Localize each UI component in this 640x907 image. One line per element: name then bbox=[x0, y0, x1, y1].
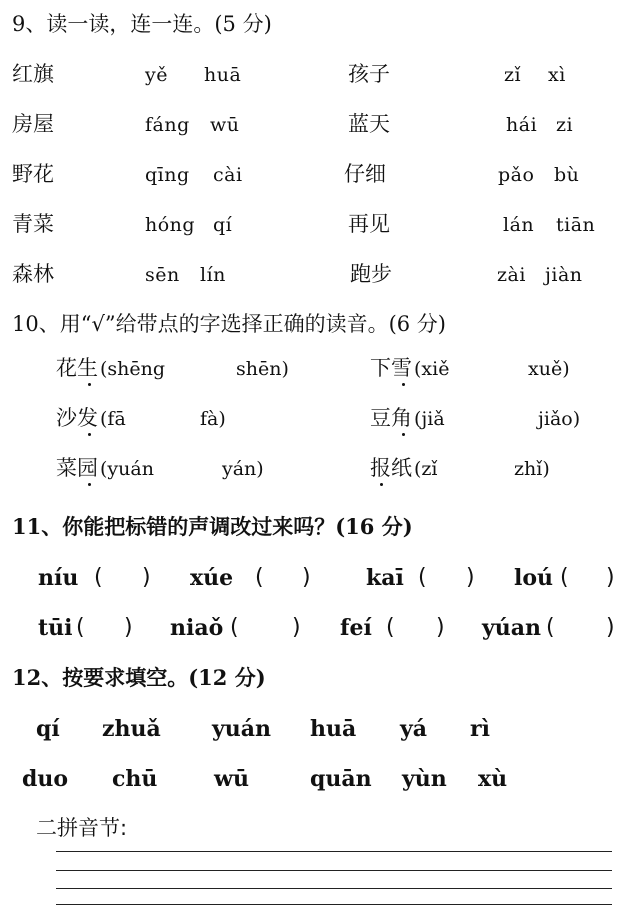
q9-right-pinyin-syllable: bù bbox=[554, 164, 580, 186]
q10-option: (zǐ bbox=[414, 458, 438, 480]
answer-paren-open: ( bbox=[418, 565, 427, 590]
q9-right-pinyin-syllable: jiàn bbox=[545, 264, 583, 286]
q12-syllable: duo bbox=[22, 766, 69, 792]
q9-left-pinyin-syllable: yě bbox=[145, 64, 168, 86]
emphasis-dot-icon bbox=[380, 483, 383, 486]
answer-paren-close: ) bbox=[124, 615, 133, 640]
q9-right-word: 跑步 bbox=[350, 262, 392, 286]
q12-syllable: zhuǎ bbox=[102, 716, 161, 742]
q9-left-pinyin-syllable: qīng bbox=[145, 164, 190, 186]
answer-paren-open: ( bbox=[76, 615, 85, 640]
answer-paren-close: ) bbox=[142, 565, 151, 590]
q10-word: 报纸 bbox=[370, 456, 412, 480]
q9-left-word: 红旗 bbox=[12, 62, 54, 86]
q9-right-pinyin-syllable: tiān bbox=[556, 214, 596, 236]
q10-option: (xiě bbox=[414, 358, 450, 380]
q12-heading: 12、按要求填空。(12 分) bbox=[12, 665, 266, 690]
q12-syllable: chū bbox=[112, 766, 158, 792]
q9-left-word: 青菜 bbox=[12, 212, 54, 236]
answer-paren-open: ( bbox=[230, 615, 239, 640]
emphasis-dot-icon bbox=[88, 433, 91, 436]
q10-word: 下雪 bbox=[370, 356, 412, 380]
q11-syllable: kaī bbox=[366, 565, 404, 591]
q9-left-word: 野花 bbox=[12, 162, 54, 186]
q9-right-pinyin-syllable: xì bbox=[548, 64, 566, 86]
q9-left-pinyin-syllable: wū bbox=[210, 114, 240, 136]
q9-right-pinyin-syllable: hái bbox=[506, 114, 538, 136]
q12-syllable: wū bbox=[214, 766, 249, 792]
q10-option: (jiǎ bbox=[414, 408, 445, 430]
answer-paren-close: ) bbox=[466, 565, 475, 590]
q10-word: 菜园 bbox=[56, 456, 98, 480]
q9-left-pinyin-syllable: huā bbox=[204, 64, 242, 86]
q12-syllable: xù bbox=[478, 766, 508, 792]
answer-paren-close: ) bbox=[302, 565, 311, 590]
q10-word: 沙发 bbox=[56, 406, 98, 430]
q9-right-pinyin-syllable: lán bbox=[503, 214, 535, 236]
q11-syllable: tūi bbox=[38, 615, 73, 641]
answer-paren-close: ) bbox=[606, 615, 615, 640]
q10-option: (shēng bbox=[100, 358, 166, 380]
q9-right-pinyin-syllable: zǐ bbox=[504, 64, 522, 86]
answer-line[interactable] bbox=[56, 851, 612, 852]
q9-left-pinyin-syllable: hóng bbox=[145, 214, 196, 236]
q11-syllable: xúe bbox=[190, 565, 234, 591]
emphasis-dot-icon bbox=[402, 383, 405, 386]
q9-left-pinyin-syllable: fáng bbox=[145, 114, 190, 136]
q10-word: 豆角 bbox=[370, 406, 412, 430]
q10-option: (yuán bbox=[100, 458, 154, 480]
q9-right-word: 孩子 bbox=[348, 62, 390, 86]
answer-paren-close: ) bbox=[292, 615, 301, 640]
q12-syllable: huā bbox=[310, 716, 357, 742]
q9-left-pinyin-syllable: qí bbox=[213, 214, 233, 236]
answer-paren-close: ) bbox=[606, 565, 615, 590]
answer-paren-open: ( bbox=[94, 565, 103, 590]
q10-option: jiǎo) bbox=[538, 408, 581, 430]
q11-syllable: feí bbox=[340, 615, 372, 641]
q10-word: 花生 bbox=[56, 356, 98, 380]
q11-heading: 11、你能把标错的声调改过来吗？(16 分) bbox=[12, 514, 413, 539]
answer-paren-open: ( bbox=[546, 615, 555, 640]
answer-paren-open: ( bbox=[560, 565, 569, 590]
q9-right-word: 仔细 bbox=[344, 162, 386, 186]
q10-option: shēn) bbox=[236, 358, 289, 380]
q12-syllable: rì bbox=[470, 716, 490, 742]
answer-paren-open: ( bbox=[255, 565, 264, 590]
q12-syllable: yùn bbox=[402, 766, 447, 792]
q10-option: yán) bbox=[222, 458, 264, 480]
q11-syllable: níu bbox=[38, 565, 79, 591]
answer-line[interactable] bbox=[56, 870, 612, 871]
q10-option: zhǐ) bbox=[514, 458, 550, 480]
emphasis-dot-icon bbox=[88, 483, 91, 486]
q12-subheading: 二拼音节: bbox=[36, 816, 128, 840]
answer-paren-open: ( bbox=[386, 615, 395, 640]
q9-right-word: 再见 bbox=[348, 212, 390, 236]
q12-syllable: yuán bbox=[212, 716, 272, 742]
q9-right-pinyin-syllable: zi bbox=[556, 114, 574, 136]
q9-right-word: 蓝天 bbox=[348, 112, 390, 136]
q11-syllable: niaǒ bbox=[170, 615, 224, 641]
q9-right-pinyin-syllable: pǎo bbox=[498, 164, 535, 186]
q11-syllable: loú bbox=[514, 565, 554, 591]
q9-left-pinyin-syllable: cài bbox=[213, 164, 243, 186]
q10-heading: 10、用“√”给带点的字选择正确的读音。(6 分) bbox=[12, 312, 446, 336]
q9-right-pinyin-syllable: zài bbox=[497, 264, 526, 286]
q9-left-word: 森林 bbox=[12, 262, 54, 286]
answer-line[interactable] bbox=[56, 904, 612, 905]
emphasis-dot-icon bbox=[402, 433, 405, 436]
q12-syllable: qí bbox=[36, 716, 60, 742]
emphasis-dot-icon bbox=[88, 383, 91, 386]
q9-left-pinyin-syllable: sēn bbox=[145, 264, 180, 286]
q12-syllable: quān bbox=[310, 766, 372, 792]
q9-left-pinyin-syllable: lín bbox=[200, 264, 226, 286]
q9-heading: 9、读一读，连一连。(5 分) bbox=[12, 12, 272, 36]
q12-syllable: yá bbox=[400, 716, 428, 742]
q10-option: (fā bbox=[100, 408, 126, 430]
answer-paren-close: ) bbox=[436, 615, 445, 640]
q9-left-word: 房屋 bbox=[12, 112, 54, 136]
q10-option: fà) bbox=[200, 408, 226, 430]
answer-line[interactable] bbox=[56, 888, 612, 889]
q10-option: xuě) bbox=[528, 358, 570, 380]
q11-syllable: yúan bbox=[482, 615, 542, 641]
